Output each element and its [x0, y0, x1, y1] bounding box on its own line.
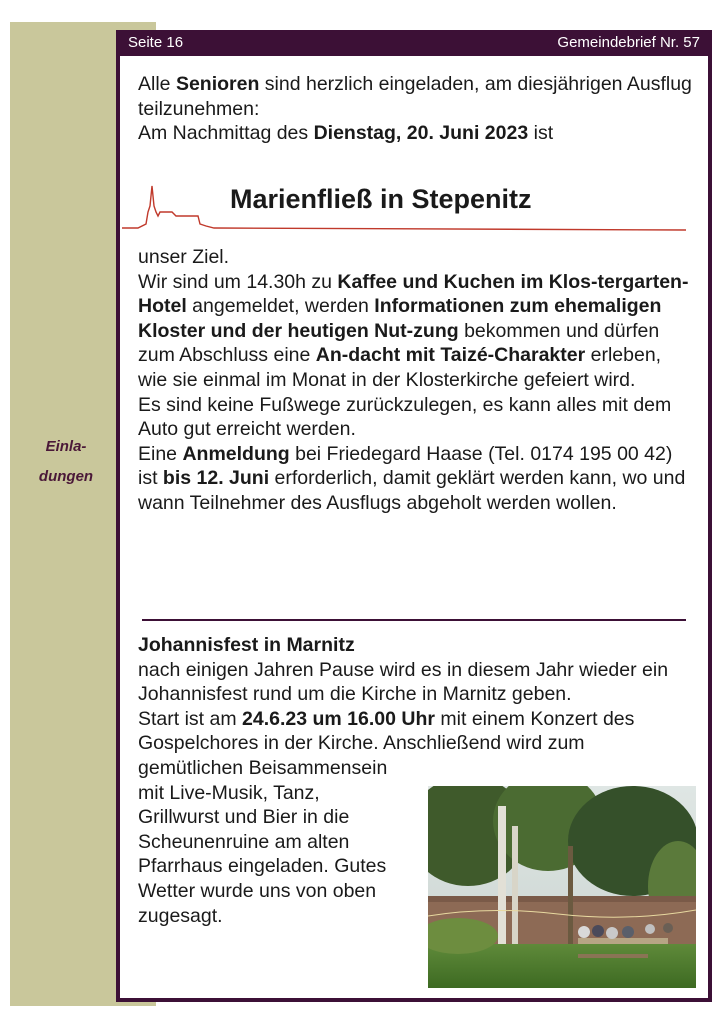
article2-line5: Pfarrhaus eingeladen. Gutes [138, 855, 387, 878]
registration-paragraph: Eine Anmeldung bei Friedegard Haase (Tel. 0174 195 00 42) ist bis 12. Juni erforderlich, damit geklärt werden kann, wo und wann Teilnehmer des Ausflugs abgeholt werden wollen. [138, 442, 686, 514]
article1-intro [138, 72, 694, 146]
page-number: Seite 16 [128, 34, 184, 51]
article2-line4: Scheunenruine am alten [138, 830, 350, 853]
article2-line3: Grillwurst und Bier in die [138, 806, 350, 829]
walking-paragraph: Es sind keine Fußwege zurückzulegen, es kann alles mit dem Auto gut erreicht werden. [138, 393, 672, 441]
article1-title-row [120, 176, 686, 236]
issue-number: Gemeindebrief Nr. 57 [557, 34, 700, 51]
article2-title: Johannisfest in Marnitz [138, 634, 355, 656]
sidebar-label-line1: Einla- [45, 438, 87, 455]
article2-line1: gemütlichen Beisammensein [138, 756, 388, 779]
article2-line2: mit Live-Musik, Tanz, [138, 781, 320, 804]
date-paragraph: Am Nachmittag des Dienstag, 20. Juni 2023 ist [138, 122, 554, 145]
article2-intro: nach einigen Jahren Pause wird es in diesem Jahr wieder ein Johannisfest rund um die Kirche in Marnitz geben. [138, 658, 669, 706]
article2-line6: Wetter wurde uns von oben [138, 879, 377, 902]
goal-line: unser Ziel. [138, 246, 230, 268]
intro-paragraph: Alle Senioren sind herzlich eingeladen, am diesjährigen Ausflug teilzunehmen: [138, 73, 692, 120]
article2-start: Start ist am 24.6.23 um 16.00 Uhr mit einem Konzert des Gospelchores in der Kirche. Anschließend wird zum [138, 707, 635, 755]
garden-party-photo [428, 786, 696, 988]
section-divider [142, 619, 686, 621]
program-paragraph: Wir sind um 14.30h zu Kaffee und Kuchen im Klos-tergarten-Hotel angemeldet, werden Informationen zum ehemaligen Kloster und der heutigen Nut-zung bekommen und dürfen zum Abschluss eine An-dacht mit Taizé-Charakter erleben, wie sie einmal im Monat in der Klosterkirche gefeiert wird. [138, 270, 689, 391]
article2-line7: zugesagt. [138, 904, 223, 927]
article1-title: Marienfließ in Stepenitz [230, 184, 532, 214]
article1-body [138, 245, 694, 516]
page-header [116, 30, 712, 56]
sidebar-label-line2: dungen [38, 468, 94, 485]
